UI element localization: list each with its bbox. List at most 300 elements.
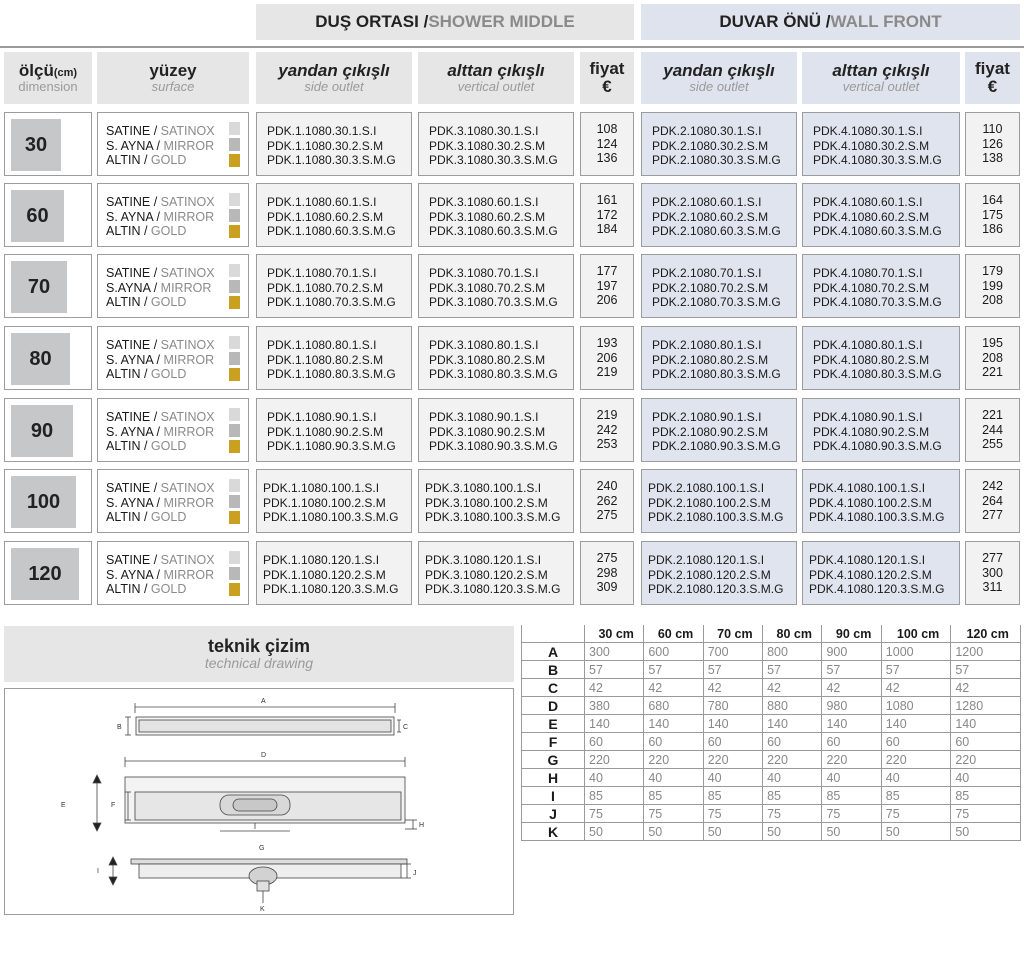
product-code: PDK.3.1080.30.1.S.I	[429, 124, 539, 138]
col-header-sub: side outlet	[304, 79, 364, 95]
surface-option: ALTIN / GOLD	[106, 439, 187, 453]
size-value: 60	[11, 190, 64, 242]
price-value: 195	[982, 336, 1003, 350]
col-header-main: alttan çıkışlı	[832, 61, 930, 81]
wf-vertical-codes	[802, 254, 960, 318]
section-header-shower-middle	[256, 4, 634, 40]
price-list	[966, 479, 1019, 523]
product-code: PDK.2.1080.30.2.S.M	[652, 138, 769, 153]
wf-side-codes	[641, 398, 797, 462]
price-value: 253	[596, 437, 618, 451]
price-value: 110	[982, 122, 1003, 136]
product-code: PDK.4.1080.80.2.S.M	[813, 352, 930, 367]
product-code: PDK.4.1080.90.3.S.M.G	[813, 439, 942, 453]
dimension-column-header: 90 cm	[822, 625, 881, 643]
product-code: PDK.1.1080.120.2.S.M	[263, 567, 386, 582]
dimension-value: 75	[585, 805, 644, 823]
product-code: PDK.3.1080.90.2.S.M	[429, 424, 546, 439]
wf-side-codes	[641, 112, 797, 176]
surface-option: ALTIN / GOLD	[106, 295, 187, 309]
dimension-value: 50	[644, 823, 703, 841]
product-code: PDK.3.1080.80.3.S.M.G	[429, 367, 558, 381]
dimension-value: 220	[644, 751, 703, 769]
label-k: K	[260, 906, 265, 913]
surface-list	[106, 124, 226, 168]
wf-vertical-codes	[802, 183, 960, 247]
product-code: PDK.2.1080.70.2.S.M	[652, 280, 769, 295]
sm-vertical-codes	[418, 183, 574, 247]
surface-swatch	[229, 264, 240, 277]
dimension-value: 85	[703, 787, 762, 805]
technical-drawing-header	[4, 626, 514, 682]
dimension-value: 1080	[881, 697, 951, 715]
price-value: 242	[982, 479, 1003, 493]
product-code: PDK.3.1080.60.3.S.M.G	[429, 224, 558, 238]
code-list	[648, 481, 783, 525]
sm-prices	[580, 469, 634, 533]
section-title-main: DUVAR ÖNÜ /	[719, 12, 831, 31]
surface-list	[106, 266, 226, 310]
size-cell	[4, 469, 92, 533]
price-list	[581, 193, 633, 237]
product-code: PDK.3.1080.30.3.S.M.G	[429, 153, 558, 167]
dimension-row	[522, 787, 1021, 805]
wf-side-codes	[641, 469, 797, 533]
price-value: 193	[596, 336, 618, 350]
surface-option: SATINE / SATINOX	[106, 338, 215, 352]
price-value: 179	[982, 264, 1003, 278]
dimension-value: 900	[822, 643, 881, 661]
dimension-label: J	[522, 805, 585, 823]
wf-prices	[965, 541, 1020, 605]
product-code: PDK.4.1080.60.3.S.M.G	[813, 224, 942, 238]
product-code: PDK.1.1080.60.1.S.I	[267, 195, 377, 209]
price-value: 186	[982, 222, 1003, 236]
col-header-main: yüzey	[149, 61, 197, 81]
price-value: 240	[596, 479, 618, 493]
product-code: PDK.1.1080.60.3.S.M.G	[267, 224, 396, 238]
product-code: PDK.3.1080.90.3.S.M.G	[429, 439, 558, 453]
product-code: PDK.4.1080.120.3.S.M.G	[809, 582, 945, 596]
col-header-sm-vertical	[418, 52, 574, 104]
product-code: PDK.4.1080.30.3.S.M.G	[813, 153, 942, 167]
dimension-value: 220	[951, 751, 1021, 769]
code-list	[813, 338, 942, 382]
dimension-row	[522, 643, 1021, 661]
product-code: PDK.4.1080.100.2.S.M	[809, 495, 932, 510]
price-list	[581, 264, 633, 308]
code-list	[429, 124, 558, 168]
surface-option: SATINE / SATINOX	[106, 410, 215, 424]
dimension-value: 85	[822, 787, 881, 805]
price-value: 199	[982, 278, 1003, 293]
dimension-value: 50	[703, 823, 762, 841]
dimension-value: 50	[951, 823, 1021, 841]
size-cell	[4, 398, 92, 462]
code-list	[267, 124, 396, 168]
surface-option: S. AYNA / MIRROR	[106, 138, 215, 153]
surface-swatch	[229, 440, 240, 453]
size-cell	[4, 326, 92, 390]
surface-swatch	[229, 368, 240, 381]
dimension-value: 60	[763, 733, 822, 751]
product-code: PDK.1.1080.90.1.S.I	[267, 410, 377, 424]
price-list	[966, 551, 1019, 595]
product-code: PDK.3.1080.120.3.S.M.G	[425, 582, 561, 596]
dimension-value: 85	[951, 787, 1021, 805]
product-code: PDK.3.1080.70.1.S.I	[429, 266, 539, 280]
product-code: PDK.3.1080.80.2.S.M	[429, 352, 546, 367]
surface-swatch	[229, 479, 240, 492]
price-value: 126	[982, 136, 1003, 151]
product-code: PDK.3.1080.100.1.S.I	[425, 481, 542, 495]
product-code: PDK.3.1080.60.2.S.M	[429, 209, 546, 224]
label-f: F	[111, 802, 116, 809]
code-list	[813, 124, 942, 168]
surface-cell	[97, 326, 249, 390]
surface-option: S. AYNA / MIRROR	[106, 567, 215, 582]
price-value: 221	[982, 365, 1003, 379]
surface-swatch	[229, 193, 240, 206]
dimension-value: 140	[822, 715, 881, 733]
dimension-value: 42	[822, 679, 881, 697]
dimension-value: 980	[822, 697, 881, 715]
code-list	[813, 410, 942, 454]
dimension-value: 85	[763, 787, 822, 805]
dimension-value: 40	[585, 769, 644, 787]
size-cell	[4, 541, 92, 605]
label-h: H	[419, 822, 425, 829]
dimension-value: 42	[644, 679, 703, 697]
col-header-wf-price	[965, 52, 1020, 104]
dimension-value: 50	[881, 823, 951, 841]
surface-option: ALTIN / GOLD	[106, 510, 187, 524]
dimension-row	[522, 769, 1021, 787]
surface-swatch	[229, 583, 240, 596]
code-list	[652, 266, 781, 310]
dimension-value: 140	[881, 715, 951, 733]
product-code: PDK.3.1080.120.2.S.M	[425, 567, 548, 582]
price-value: 108	[596, 122, 618, 136]
product-code: PDK.4.1080.30.1.S.I	[813, 124, 923, 138]
sm-prices	[580, 398, 634, 462]
code-list	[267, 266, 396, 310]
product-code: PDK.2.1080.90.2.S.M	[652, 424, 769, 439]
product-code: PDK.1.1080.100.1.S.I	[263, 481, 380, 495]
dimension-row	[522, 733, 1021, 751]
dimension-label: G	[522, 751, 585, 769]
surface-swatch	[229, 551, 240, 564]
sm-vertical-codes	[418, 112, 574, 176]
product-code: PDK.2.1080.120.2.S.M	[648, 567, 771, 582]
product-code: PDK.4.1080.60.2.S.M	[813, 209, 930, 224]
product-code: PDK.4.1080.70.1.S.I	[813, 266, 923, 280]
wf-prices	[965, 469, 1020, 533]
drawing-svg	[5, 689, 513, 914]
sm-vertical-codes	[418, 469, 574, 533]
product-code: PDK.1.1080.30.3.S.M.G	[267, 153, 396, 167]
product-code: PDK.3.1080.100.2.S.M	[425, 495, 548, 510]
dimension-value: 220	[822, 751, 881, 769]
price-value: 311	[982, 580, 1003, 594]
price-value: 309	[596, 580, 618, 594]
dimension-row	[522, 697, 1021, 715]
product-code: PDK.1.1080.120.3.S.M.G	[263, 582, 399, 596]
dimension-label: K	[522, 823, 585, 841]
col-header-wf-vertical	[802, 52, 960, 104]
product-code: PDK.3.1080.70.2.S.M	[429, 280, 546, 295]
code-list	[429, 338, 558, 382]
top-view	[125, 703, 401, 735]
product-code: PDK.2.1080.60.3.S.M.G	[652, 224, 781, 238]
price-list	[581, 408, 633, 452]
product-code: PDK.2.1080.80.3.S.M.G	[652, 367, 781, 381]
price-value: 177	[596, 264, 618, 278]
dimension-value: 57	[881, 661, 951, 679]
dimension-column-header: 80 cm	[763, 625, 822, 643]
dimension-value: 75	[644, 805, 703, 823]
wf-side-codes	[641, 541, 797, 605]
dimension-value: 57	[763, 661, 822, 679]
product-code: PDK.2.1080.120.1.S.I	[648, 553, 765, 567]
dimension-value: 40	[881, 769, 951, 787]
col-header-main: ölçü(cm)	[18, 61, 78, 81]
code-list	[429, 266, 558, 310]
product-code: PDK.4.1080.90.1.S.I	[813, 410, 923, 424]
product-code: PDK.4.1080.30.2.S.M	[813, 138, 930, 153]
surface-swatch	[229, 336, 240, 349]
side-view	[109, 857, 411, 903]
dimension-label: F	[522, 733, 585, 751]
code-list	[648, 553, 783, 597]
wf-side-codes	[641, 183, 797, 247]
product-code: PDK.2.1080.80.1.S.I	[652, 338, 762, 352]
dimension-value: 42	[763, 679, 822, 697]
price-value: 277	[982, 551, 1003, 565]
surface-cell	[97, 112, 249, 176]
surface-option: S. AYNA / MIRROR	[106, 424, 215, 439]
wf-vertical-codes	[802, 398, 960, 462]
product-code: PDK.4.1080.120.1.S.I	[809, 553, 926, 567]
dimension-value: 880	[763, 697, 822, 715]
dimension-row	[522, 805, 1021, 823]
surface-option: ALTIN / GOLD	[106, 224, 187, 238]
dimension-value: 60	[881, 733, 951, 751]
wf-side-codes	[641, 254, 797, 318]
product-code: PDK.3.1080.30.2.S.M	[429, 138, 546, 153]
surface-swatch	[229, 567, 240, 580]
price-value: 184	[596, 222, 618, 236]
dimension-value: 800	[763, 643, 822, 661]
dimension-value: 40	[951, 769, 1021, 787]
dimension-value: 60	[703, 733, 762, 751]
price-value: 219	[596, 365, 618, 379]
surface-swatch	[229, 424, 240, 437]
dimension-value: 75	[822, 805, 881, 823]
col-header-sub: surface	[151, 79, 195, 95]
product-code: PDK.2.1080.30.3.S.M.G	[652, 153, 781, 167]
price-value: 208	[982, 293, 1003, 307]
dimension-value: 57	[703, 661, 762, 679]
price-list	[581, 551, 633, 595]
product-code: PDK.2.1080.100.1.S.I	[648, 481, 765, 495]
product-code: PDK.1.1080.80.3.S.M.G	[267, 367, 396, 381]
surface-swatch	[229, 225, 240, 238]
surface-list	[106, 553, 226, 597]
dimension-column-header: 100 cm	[881, 625, 951, 643]
dimension-label: A	[522, 643, 585, 661]
product-code: PDK.1.1080.30.2.S.M	[267, 138, 384, 153]
price-value: 208	[982, 350, 1003, 365]
code-list	[263, 553, 398, 597]
surface-list	[106, 410, 226, 454]
sm-side-codes	[256, 541, 412, 605]
sm-vertical-codes	[418, 326, 574, 390]
dimension-value: 85	[644, 787, 703, 805]
dimension-value: 60	[822, 733, 881, 751]
dimension-value: 50	[763, 823, 822, 841]
surface-cell	[97, 254, 249, 318]
product-code: PDK.2.1080.30.1.S.I	[652, 124, 762, 138]
product-code: PDK.2.1080.120.3.S.M.G	[648, 582, 784, 596]
dimension-value: 700	[703, 643, 762, 661]
col-header-wf-side	[641, 52, 797, 104]
price-value: 136	[596, 151, 618, 165]
dimension-value: 1000	[881, 643, 951, 661]
label-a: A	[261, 698, 266, 705]
dimension-column-header: 60 cm	[644, 625, 703, 643]
dimension-table	[521, 625, 1021, 841]
product-code: PDK.1.1080.100.2.S.M	[263, 495, 386, 510]
product-code: PDK.2.1080.80.2.S.M	[652, 352, 769, 367]
dimension-value: 75	[703, 805, 762, 823]
surface-swatch	[229, 511, 240, 524]
dimension-label: H	[522, 769, 585, 787]
label-g: G	[259, 845, 265, 852]
dimension-value: 140	[703, 715, 762, 733]
col-header-currency: €	[987, 77, 998, 96]
product-code: PDK.2.1080.90.3.S.M.G	[652, 439, 781, 453]
label-d: D	[261, 752, 267, 759]
dimension-value: 60	[644, 733, 703, 751]
dimension-column-header: 30 cm	[585, 625, 644, 643]
header-rule	[0, 46, 1024, 48]
product-code: PDK.1.1080.120.1.S.I	[263, 553, 380, 567]
dimension-value: 57	[951, 661, 1021, 679]
code-list	[652, 338, 781, 382]
dimension-row	[522, 661, 1021, 679]
dimension-value: 220	[585, 751, 644, 769]
price-list	[966, 122, 1019, 166]
product-code: PDK.2.1080.100.2.S.M	[648, 495, 771, 510]
surface-option: SATINE / SATINOX	[106, 481, 215, 495]
code-list	[267, 338, 396, 382]
surface-list	[106, 195, 226, 239]
dimension-value: 1200	[951, 643, 1021, 661]
dimension-value: 60	[585, 733, 644, 751]
col-header-currency: €	[602, 77, 612, 96]
product-code: PDK.1.1080.80.2.S.M	[267, 352, 384, 367]
product-code: PDK.2.1080.60.2.S.M	[652, 209, 769, 224]
label-e: E	[61, 802, 66, 809]
price-value: 244	[982, 422, 1003, 437]
dimension-value: 40	[703, 769, 762, 787]
dimension-value: 220	[703, 751, 762, 769]
price-value: 172	[596, 207, 618, 222]
surface-swatch	[229, 138, 240, 151]
price-value: 221	[982, 408, 1003, 422]
surface-swatch	[229, 408, 240, 421]
price-value: 124	[596, 136, 618, 151]
product-code: PDK.2.1080.100.3.S.M.G	[648, 510, 784, 524]
product-code: PDK.1.1080.30.1.S.I	[267, 124, 377, 138]
surface-list	[106, 481, 226, 525]
price-value: 298	[596, 565, 618, 580]
dimension-label: I	[522, 787, 585, 805]
surface-option: SATINE / SATINOX	[106, 195, 215, 209]
product-code: PDK.2.1080.70.3.S.M.G	[652, 295, 781, 309]
price-value: 275	[596, 508, 618, 522]
dimension-label: E	[522, 715, 585, 733]
product-code: PDK.4.1080.80.3.S.M.G	[813, 367, 942, 381]
dimension-value: 42	[951, 679, 1021, 697]
sm-prices	[580, 326, 634, 390]
dimension-value: 140	[644, 715, 703, 733]
dimension-value: 140	[585, 715, 644, 733]
wf-prices	[965, 254, 1020, 318]
surface-option: S. AYNA / MIRROR	[106, 352, 215, 367]
wf-vertical-codes	[802, 326, 960, 390]
dimension-value: 85	[585, 787, 644, 805]
col-header-main: yandan çıkışlı	[663, 61, 775, 81]
dimension-value: 75	[763, 805, 822, 823]
price-value: 175	[982, 207, 1003, 222]
col-header-sub: dimension	[18, 79, 78, 95]
dimension-header-row	[522, 625, 1021, 643]
surface-cell	[97, 469, 249, 533]
product-code: PDK.1.1080.100.3.S.M.G	[263, 510, 399, 524]
col-header-main: alttan çıkışlı	[447, 61, 545, 81]
size-value: 80	[11, 333, 70, 385]
product-code: PDK.1.1080.70.3.S.M.G	[267, 295, 396, 309]
price-value: 255	[982, 437, 1003, 451]
col-header-size	[4, 52, 92, 104]
price-value: 206	[596, 350, 618, 365]
product-code: PDK.2.1080.60.1.S.I	[652, 195, 762, 209]
product-code: PDK.2.1080.70.1.S.I	[652, 266, 762, 280]
product-code: PDK.3.1080.120.1.S.I	[425, 553, 542, 567]
product-code: PDK.4.1080.100.1.S.I	[809, 481, 926, 495]
dimension-value: 300	[585, 643, 644, 661]
sm-side-codes	[256, 112, 412, 176]
product-code: PDK.4.1080.70.3.S.M.G	[813, 295, 942, 309]
product-code: PDK.4.1080.70.2.S.M	[813, 280, 930, 295]
sm-vertical-codes	[418, 398, 574, 462]
wf-vertical-codes	[802, 541, 960, 605]
price-list	[966, 264, 1019, 308]
price-value: 264	[982, 493, 1003, 508]
front-view	[93, 757, 417, 831]
price-value: 161	[596, 193, 618, 207]
code-list	[809, 553, 944, 597]
product-code: PDK.1.1080.70.2.S.M	[267, 280, 384, 295]
dimension-value: 40	[763, 769, 822, 787]
col-header-sm-side	[256, 52, 412, 104]
price-value: 275	[596, 551, 618, 565]
dimension-row	[522, 751, 1021, 769]
product-code: PDK.1.1080.60.2.S.M	[267, 209, 384, 224]
code-list	[429, 195, 558, 239]
